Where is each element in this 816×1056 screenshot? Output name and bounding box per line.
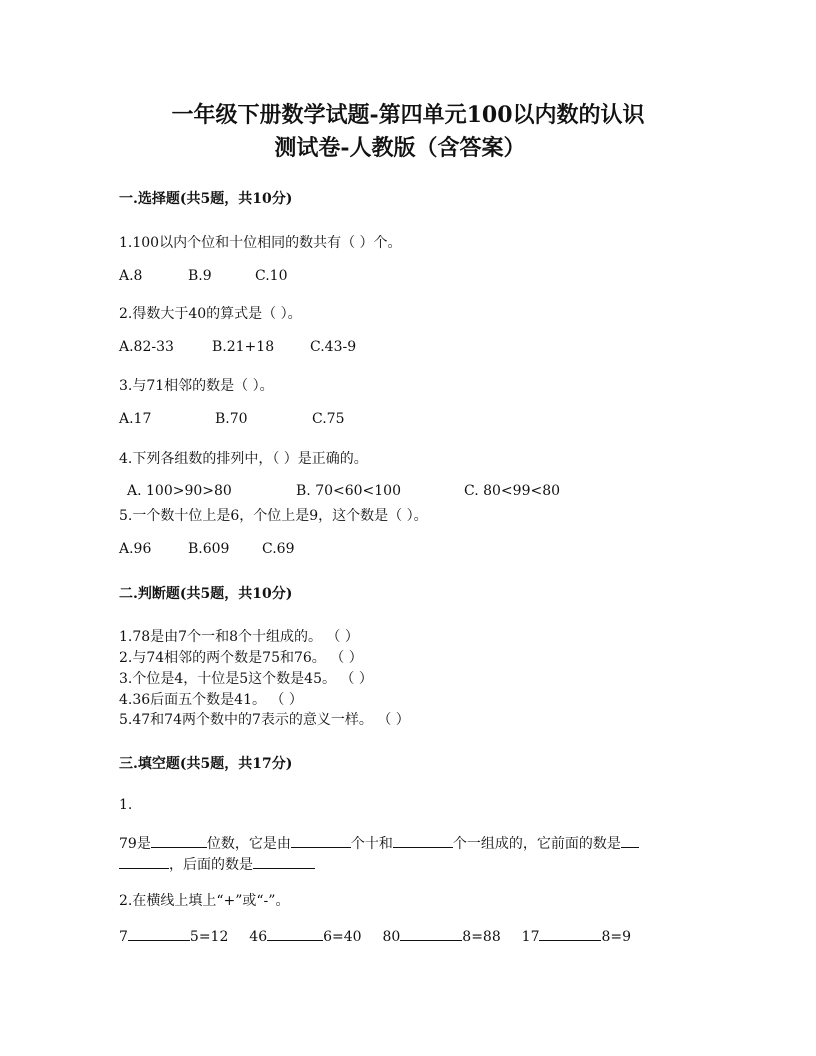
fill-q2-item-4-left: 17 <box>521 929 540 945</box>
fill-q2-item-3-right: 8=88 <box>462 929 501 945</box>
question-1-5-option-a: A.96 <box>119 541 152 557</box>
question-1-1-option-c: C.10 <box>255 268 288 284</box>
fill-blank[interactable] <box>253 854 315 869</box>
fill-question-2-items <box>119 926 631 945</box>
question-1-2-option-a: A.82-33 <box>119 339 174 355</box>
fill-blank[interactable] <box>291 833 351 848</box>
fill-q1-part-5: ，后面的数是 <box>169 857 253 873</box>
section-3-heading: 三.填空题(共5题，共17分) <box>119 756 293 772</box>
question-1-3: 3.与71相邻的数是（ ）。 <box>119 378 274 394</box>
question-1-2: 2.得数大于40的算式是（ ）。 <box>119 306 302 322</box>
judgement-item-4: 4.36后面五个数是41。 （ ） <box>119 692 303 708</box>
fill-q2-item-4-right: 8=9 <box>601 929 632 945</box>
fill-q2-item-2-right: 6=40 <box>323 929 362 945</box>
fill-q2-item-1-right: 5=12 <box>189 929 229 945</box>
fill-blank[interactable] <box>119 854 169 869</box>
question-1-5-option-b: B.609 <box>188 541 230 557</box>
question-1-4-option-b: B. 70<60<100 <box>296 483 401 499</box>
section-1-heading: 一.选择题(共5题，共10分) <box>119 191 293 207</box>
fill-blank[interactable] <box>128 926 190 941</box>
fill-blank[interactable] <box>539 926 601 941</box>
fill-blank[interactable] <box>393 833 453 848</box>
question-1-2-option-c: C.43-9 <box>310 339 357 355</box>
question-1-3-option-c: C.75 <box>312 411 345 427</box>
question-1-3-option-a: A.17 <box>119 411 152 427</box>
question-1-1: 1.100以内个位和十位相同的数共有（ ）个。 <box>119 235 402 251</box>
question-1-4-option-c: C. 80<99<80 <box>464 483 561 499</box>
document-title-line-1: 一年级下册数学试题-第四单元100以内数的认识 <box>171 102 645 128</box>
fill-blank[interactable] <box>400 926 462 941</box>
fill-q2-item-2-left: 46 <box>249 929 268 945</box>
fill-blank[interactable] <box>621 833 639 848</box>
fill-q1-part-1: 79是 <box>119 836 151 852</box>
judgement-item-1: 1.78是由7个一和8个十组成的。 （ ） <box>119 629 359 645</box>
question-1-5-option-c: C.69 <box>262 541 295 557</box>
fill-question-1-line-2 <box>119 854 315 874</box>
fill-q2-item-1-left: 7 <box>119 929 128 945</box>
judgement-item-3: 3.个位是4，十位是5这个数是45。 （ ） <box>119 671 373 687</box>
question-1-4-option-a: A. 100>90>80 <box>127 483 232 499</box>
question-1-1-option-b: B.9 <box>188 268 212 284</box>
fill-q1-part-3: 个十和 <box>350 836 393 852</box>
fill-q1-part-2: 位数，它是由 <box>206 836 291 852</box>
fill-q1-part-4: 个一组成的，它前面的数是 <box>452 836 621 852</box>
fill-blank[interactable] <box>267 926 323 941</box>
fill-blank[interactable] <box>151 833 207 848</box>
document-title-line-2: 测试卷-人教版（含答案） <box>274 135 526 161</box>
fill-question-1-line-1 <box>119 833 639 853</box>
fill-question-2: 2.在横线上填上“+”或“-”。 <box>119 893 290 909</box>
section-2-heading: 二.判断题(共5题，共10分) <box>119 586 293 602</box>
fill-question-1-number: 1. <box>119 797 133 813</box>
fill-q2-item-3-left: 80 <box>382 929 401 945</box>
judgement-item-5: 5.47和74两个数中的7表示的意义一样。 （ ） <box>119 712 410 728</box>
question-1-1-option-a: A.8 <box>119 268 143 284</box>
question-1-3-option-b: B.70 <box>215 411 248 427</box>
judgement-item-2: 2.与74相邻的两个数是75和76。 （ ） <box>119 650 363 666</box>
question-1-4: 4.下列各组数的排列中，（ ）是正确的。 <box>119 451 368 467</box>
question-1-2-option-b: B.21+18 <box>212 339 275 355</box>
question-1-5: 5.一个数十位上是6，个位上是9，这个数是（ ）。 <box>119 508 428 524</box>
